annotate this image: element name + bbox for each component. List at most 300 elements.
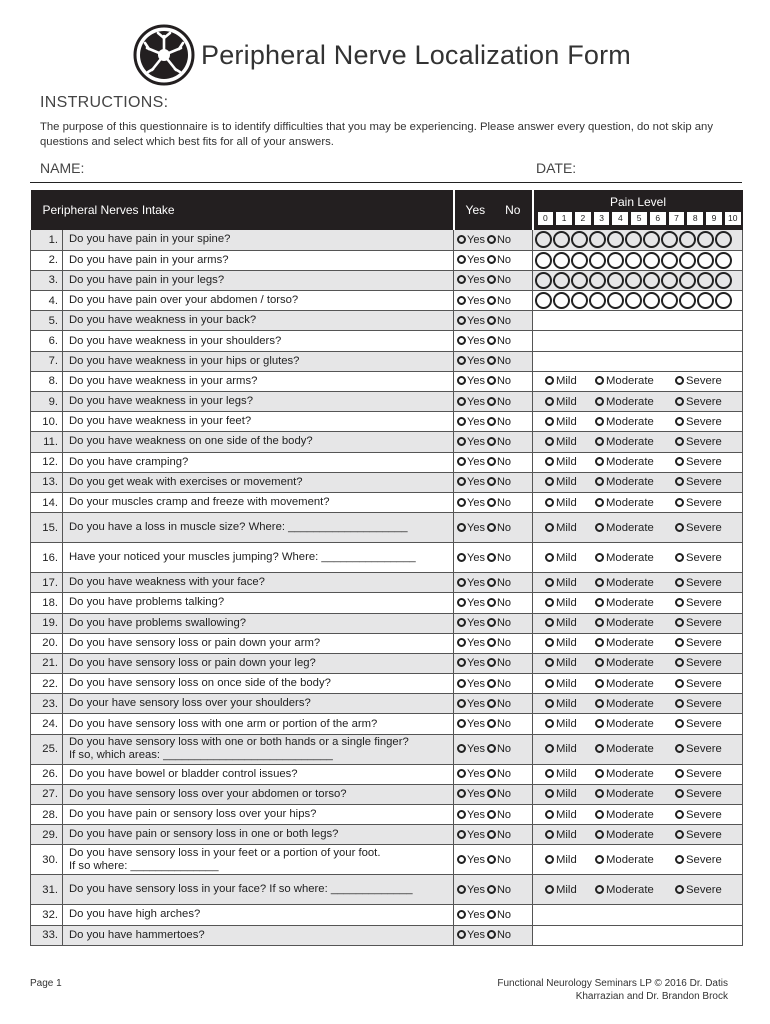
no-radio[interactable] [487, 744, 496, 753]
moderate-radio[interactable] [595, 437, 604, 446]
yes-radio[interactable] [457, 553, 466, 562]
severe-radio[interactable] [675, 457, 684, 466]
pain-radio[interactable] [535, 292, 552, 309]
moderate-radio[interactable] [595, 699, 604, 708]
yes-radio[interactable] [457, 336, 466, 345]
yes-radio[interactable] [457, 618, 466, 627]
yes-radio[interactable] [457, 417, 466, 426]
mild-radio[interactable] [545, 699, 554, 708]
no-radio[interactable] [487, 356, 496, 365]
severe-radio[interactable] [675, 769, 684, 778]
severe-radio[interactable] [675, 618, 684, 627]
pain-radio[interactable] [661, 272, 678, 289]
pain-radio[interactable] [607, 292, 624, 309]
pain-radio[interactable] [715, 292, 732, 309]
mild-option[interactable] [545, 743, 595, 755]
yes-radio[interactable] [457, 255, 466, 264]
moderate-radio[interactable] [595, 523, 604, 532]
mild-option[interactable] [545, 375, 595, 387]
moderate-radio[interactable] [595, 744, 604, 753]
question-cell [63, 452, 454, 472]
no-radio[interactable] [487, 235, 496, 244]
severe-option[interactable] [675, 436, 722, 448]
moderate-radio[interactable] [595, 618, 604, 627]
yes-radio[interactable] [457, 699, 466, 708]
question-cell [63, 311, 454, 331]
severe-option[interactable] [675, 718, 722, 730]
pain-radio[interactable] [625, 231, 642, 248]
mild-option[interactable] [545, 617, 595, 629]
severe-option[interactable] [675, 854, 722, 866]
yes-radio[interactable] [457, 356, 466, 365]
answer-options [533, 230, 743, 250]
yes-radio[interactable] [457, 638, 466, 647]
pain-radio[interactable] [661, 231, 678, 248]
pain-radio[interactable] [697, 292, 714, 309]
mild-radio[interactable] [545, 719, 554, 728]
yes-label: Yes [467, 496, 485, 509]
pain-radio[interactable] [643, 272, 660, 289]
mild-option[interactable] [545, 854, 595, 866]
question-text: Do you have hammertoes? [69, 928, 205, 941]
mild-option[interactable] [545, 718, 595, 730]
moderate-radio[interactable] [595, 719, 604, 728]
yes-radio[interactable] [457, 855, 466, 864]
pain-radio[interactable] [715, 252, 732, 269]
moderate-option[interactable] [595, 884, 675, 896]
pain-radio[interactable] [589, 272, 606, 289]
mild-option[interactable] [545, 522, 595, 534]
mild-radio[interactable] [545, 769, 554, 778]
mild-option[interactable] [545, 476, 595, 488]
pain-radio[interactable] [679, 272, 696, 289]
severe-radio[interactable] [675, 658, 684, 667]
mild-option[interactable] [545, 884, 595, 896]
yes-radio[interactable] [457, 679, 466, 688]
no-radio[interactable] [487, 638, 496, 647]
yes-radio[interactable] [457, 910, 466, 919]
no-radio[interactable] [487, 477, 496, 486]
no-radio[interactable] [487, 885, 496, 894]
pain-radio[interactable] [679, 231, 696, 248]
moderate-option[interactable] [595, 416, 675, 428]
moderate-option[interactable] [595, 497, 675, 509]
mild-radio[interactable] [545, 789, 554, 798]
severe-radio[interactable] [675, 885, 684, 894]
no-radio[interactable] [487, 255, 496, 264]
moderate-option[interactable] [595, 522, 675, 534]
severe-option[interactable] [675, 617, 722, 629]
no-radio[interactable] [487, 437, 496, 446]
mild-radio[interactable] [545, 397, 554, 406]
no-radio[interactable] [487, 397, 496, 406]
severe-option[interactable] [675, 743, 722, 755]
severe-radio[interactable] [675, 638, 684, 647]
pain-radio[interactable] [661, 292, 678, 309]
mild-option[interactable] [545, 597, 595, 609]
mild-radio[interactable] [545, 553, 554, 562]
pain-radio[interactable] [697, 231, 714, 248]
pain-radio[interactable] [607, 231, 624, 248]
answer-options [533, 432, 743, 452]
yes-label: Yes [467, 697, 485, 710]
pain-scale-options [533, 231, 742, 248]
moderate-option[interactable] [595, 657, 675, 669]
no-radio[interactable] [487, 855, 496, 864]
question-cell [63, 845, 454, 875]
yes-radio[interactable] [457, 658, 466, 667]
no-radio[interactable] [487, 658, 496, 667]
question-number: 9. [31, 392, 63, 412]
severe-radio[interactable] [675, 699, 684, 708]
mild-radio[interactable] [545, 810, 554, 819]
mild-radio[interactable] [545, 417, 554, 426]
mild-option[interactable] [545, 396, 595, 408]
no-radio[interactable] [487, 830, 496, 839]
severe-option[interactable] [675, 497, 722, 509]
mild-option[interactable] [545, 637, 595, 649]
moderate-option[interactable] [595, 788, 675, 800]
yes-radio[interactable] [457, 316, 466, 325]
pain-radio[interactable] [571, 252, 588, 269]
mild-option[interactable] [545, 657, 595, 669]
pain-radio[interactable] [535, 231, 552, 248]
moderate-radio[interactable] [595, 417, 604, 426]
severe-radio[interactable] [675, 417, 684, 426]
yes-radio[interactable] [457, 789, 466, 798]
mild-radio[interactable] [545, 523, 554, 532]
yes-radio[interactable] [457, 744, 466, 753]
severe-option[interactable] [675, 416, 722, 428]
mild-option[interactable] [545, 768, 595, 780]
mild-radio[interactable] [545, 437, 554, 446]
pain-radio[interactable] [679, 252, 696, 269]
moderate-radio[interactable] [595, 855, 604, 864]
yes-no-options [454, 351, 533, 371]
copyright [470, 977, 728, 1003]
severity-options [533, 436, 742, 448]
mild-option[interactable] [545, 788, 595, 800]
severe-radio[interactable] [675, 553, 684, 562]
mild-option[interactable] [545, 698, 595, 710]
moderate-radio[interactable] [595, 789, 604, 798]
no-radio[interactable] [487, 275, 496, 284]
mild-option[interactable] [545, 552, 595, 564]
pain-radio[interactable] [715, 272, 732, 289]
pain-radio[interactable] [697, 252, 714, 269]
moderate-option[interactable] [595, 552, 675, 564]
mild-radio[interactable] [545, 457, 554, 466]
mild-option[interactable] [545, 678, 595, 690]
severe-radio[interactable] [675, 679, 684, 688]
mild-option[interactable] [545, 829, 595, 841]
pain-radio[interactable] [553, 292, 570, 309]
severe-option[interactable] [675, 657, 722, 669]
moderate-radio[interactable] [595, 477, 604, 486]
severe-option[interactable] [675, 552, 722, 564]
moderate-radio[interactable] [595, 810, 604, 819]
mild-option[interactable] [545, 497, 595, 509]
moderate-option[interactable] [595, 577, 675, 589]
moderate-radio[interactable] [595, 553, 604, 562]
mild-option[interactable] [545, 577, 595, 589]
severe-option[interactable] [675, 678, 722, 690]
mild-radio[interactable] [545, 477, 554, 486]
yes-no-options [454, 452, 533, 472]
yes-radio[interactable] [457, 523, 466, 532]
severe-option[interactable] [675, 884, 722, 896]
no-radio[interactable] [487, 336, 496, 345]
yes-radio[interactable] [457, 457, 466, 466]
severity-options [533, 743, 742, 755]
pain-radio[interactable] [643, 231, 660, 248]
moderate-option[interactable] [595, 718, 675, 730]
pain-radio[interactable] [571, 272, 588, 289]
pain-radio[interactable] [553, 272, 570, 289]
yes-radio[interactable] [457, 437, 466, 446]
moderate-option[interactable] [595, 698, 675, 710]
mild-radio[interactable] [545, 855, 554, 864]
pain-radio[interactable] [553, 231, 570, 248]
pain-radio[interactable] [715, 231, 732, 248]
moderate-option[interactable] [595, 375, 675, 387]
severe-option[interactable] [675, 788, 722, 800]
yes-no-options [454, 784, 533, 804]
severe-option[interactable] [675, 375, 722, 387]
severe-radio[interactable] [675, 789, 684, 798]
severe-radio[interactable] [675, 810, 684, 819]
severe-radio[interactable] [675, 598, 684, 607]
severe-option[interactable] [675, 698, 722, 710]
pain-radio[interactable] [679, 292, 696, 309]
severe-label: Severe [686, 576, 722, 589]
no-radio[interactable] [487, 618, 496, 627]
severe-option[interactable] [675, 456, 722, 468]
moderate-option[interactable] [595, 637, 675, 649]
moderate-option[interactable] [595, 809, 675, 821]
pain-radio[interactable] [589, 292, 606, 309]
moderate-option[interactable] [595, 743, 675, 755]
moderate-label: Moderate [606, 637, 654, 650]
no-radio[interactable] [487, 910, 496, 919]
moderate-radio[interactable] [595, 457, 604, 466]
mild-option[interactable] [545, 416, 595, 428]
pain-radio[interactable] [661, 252, 678, 269]
no-label: No [496, 788, 512, 801]
moderate-radio[interactable] [595, 376, 604, 385]
yes-radio[interactable] [457, 578, 466, 587]
yes-radio[interactable] [457, 397, 466, 406]
pain-radio[interactable] [571, 292, 588, 309]
yes-radio[interactable] [457, 830, 466, 839]
severe-radio[interactable] [675, 397, 684, 406]
mild-label: Mild [556, 435, 577, 448]
moderate-label: Moderate [606, 395, 654, 408]
severity-options [533, 396, 742, 408]
severe-option[interactable] [675, 768, 722, 780]
severe-radio[interactable] [675, 376, 684, 385]
no-radio[interactable] [487, 296, 496, 305]
severe-radio[interactable] [675, 578, 684, 587]
question-text: Do you have weakness in your shoulders? [69, 334, 282, 347]
moderate-radio[interactable] [595, 830, 604, 839]
moderate-option[interactable] [595, 829, 675, 841]
moderate-option[interactable] [595, 678, 675, 690]
no-radio[interactable] [487, 930, 496, 939]
question-cell [63, 633, 454, 653]
no-radio[interactable] [487, 719, 496, 728]
severe-option[interactable] [675, 476, 722, 488]
moderate-label: Moderate [606, 596, 654, 609]
pain-radio[interactable] [589, 252, 606, 269]
mild-radio[interactable] [545, 885, 554, 894]
moderate-radio[interactable] [595, 598, 604, 607]
question-row [31, 543, 743, 573]
no-radio[interactable] [487, 376, 496, 385]
no-radio[interactable] [487, 553, 496, 562]
yes-radio[interactable] [457, 498, 466, 507]
mild-option[interactable] [545, 809, 595, 821]
moderate-radio[interactable] [595, 397, 604, 406]
pain-radio[interactable] [535, 252, 552, 269]
no-radio[interactable] [487, 769, 496, 778]
moderate-option[interactable] [595, 476, 675, 488]
answer-options [533, 784, 743, 804]
moderate-radio[interactable] [595, 769, 604, 778]
moderate-radio[interactable] [595, 578, 604, 587]
yes-radio[interactable] [457, 885, 466, 894]
no-radio[interactable] [487, 789, 496, 798]
question-text: Do you have a loss in muscle size? Where: ___________________ [69, 521, 408, 534]
no-radio[interactable] [487, 417, 496, 426]
yes-radio[interactable] [457, 930, 466, 939]
severe-option[interactable] [675, 396, 722, 408]
severe-radio[interactable] [675, 523, 684, 532]
question-cell [63, 351, 454, 371]
moderate-option[interactable] [595, 768, 675, 780]
severity-options [533, 884, 742, 896]
pain-radio[interactable] [607, 252, 624, 269]
pain-radio[interactable] [643, 252, 660, 269]
moderate-radio[interactable] [595, 885, 604, 894]
yes-no-options [454, 613, 533, 633]
pain-radio[interactable] [625, 252, 642, 269]
moderate-radio[interactable] [595, 498, 604, 507]
severe-option[interactable] [675, 522, 722, 534]
yes-label: Yes [467, 617, 485, 630]
mild-option[interactable] [545, 436, 595, 448]
moderate-option[interactable] [595, 617, 675, 629]
pain-radio[interactable] [553, 252, 570, 269]
severe-label: Severe [686, 551, 722, 564]
yes-radio[interactable] [457, 275, 466, 284]
yes-radio[interactable] [457, 296, 466, 305]
severe-radio[interactable] [675, 498, 684, 507]
mild-radio[interactable] [545, 638, 554, 647]
pain-radio[interactable] [607, 272, 624, 289]
mild-radio[interactable] [545, 658, 554, 667]
severe-radio[interactable] [675, 855, 684, 864]
no-radio[interactable] [487, 457, 496, 466]
severity-options [533, 476, 742, 488]
severe-option[interactable] [675, 809, 722, 821]
moderate-radio[interactable] [595, 658, 604, 667]
question-number: 26. [31, 764, 63, 784]
yes-radio[interactable] [457, 235, 466, 244]
mild-radio[interactable] [545, 679, 554, 688]
yes-radio[interactable] [457, 719, 466, 728]
severe-option[interactable] [675, 637, 722, 649]
severe-radio[interactable] [675, 719, 684, 728]
no-radio[interactable] [487, 598, 496, 607]
mild-radio[interactable] [545, 618, 554, 627]
severe-radio[interactable] [675, 830, 684, 839]
severe-option[interactable] [675, 597, 722, 609]
severe-radio[interactable] [675, 477, 684, 486]
yes-radio[interactable] [457, 376, 466, 385]
question-row [31, 905, 743, 925]
no-radio[interactable] [487, 316, 496, 325]
moderate-radio[interactable] [595, 679, 604, 688]
question-text: Do you have problems swallowing? [69, 616, 247, 629]
severe-radio[interactable] [675, 437, 684, 446]
moderate-option[interactable] [595, 456, 675, 468]
mild-radio[interactable] [545, 830, 554, 839]
pain-radio[interactable] [535, 272, 552, 289]
moderate-radio[interactable] [595, 638, 604, 647]
moderate-option[interactable] [595, 436, 675, 448]
mild-radio[interactable] [545, 744, 554, 753]
no-radio[interactable] [487, 699, 496, 708]
question-number: 29. [31, 825, 63, 845]
pain-radio[interactable] [589, 231, 606, 248]
pain-radio[interactable] [643, 292, 660, 309]
question-text: Do you have weakness on one side of the body? [69, 435, 313, 448]
name-date-line[interactable] [30, 182, 742, 183]
severe-option[interactable] [675, 829, 722, 841]
yes-radio[interactable] [457, 810, 466, 819]
mild-radio[interactable] [545, 578, 554, 587]
no-radio[interactable] [487, 523, 496, 532]
pain-radio[interactable] [571, 231, 588, 248]
mild-radio[interactable] [545, 598, 554, 607]
moderate-option[interactable] [595, 396, 675, 408]
yes-label: Yes [467, 476, 485, 489]
mild-option[interactable] [545, 456, 595, 468]
yes-radio[interactable] [457, 477, 466, 486]
severe-option[interactable] [675, 577, 722, 589]
severe-label: Severe [686, 768, 722, 781]
yes-radio[interactable] [457, 769, 466, 778]
severe-radio[interactable] [675, 744, 684, 753]
moderate-option[interactable] [595, 854, 675, 866]
moderate-option[interactable] [595, 597, 675, 609]
pain-scale-number: 0 [538, 212, 554, 225]
no-radio[interactable] [487, 810, 496, 819]
pain-radio[interactable] [697, 272, 714, 289]
no-radio[interactable] [487, 498, 496, 507]
pain-radio[interactable] [625, 292, 642, 309]
mild-radio[interactable] [545, 376, 554, 385]
question-row [31, 412, 743, 432]
mild-radio[interactable] [545, 498, 554, 507]
no-radio[interactable] [487, 679, 496, 688]
pain-radio[interactable] [625, 272, 642, 289]
question-number: 15. [31, 513, 63, 543]
yes-radio[interactable] [457, 598, 466, 607]
no-radio[interactable] [487, 578, 496, 587]
severe-label: Severe [686, 657, 722, 670]
